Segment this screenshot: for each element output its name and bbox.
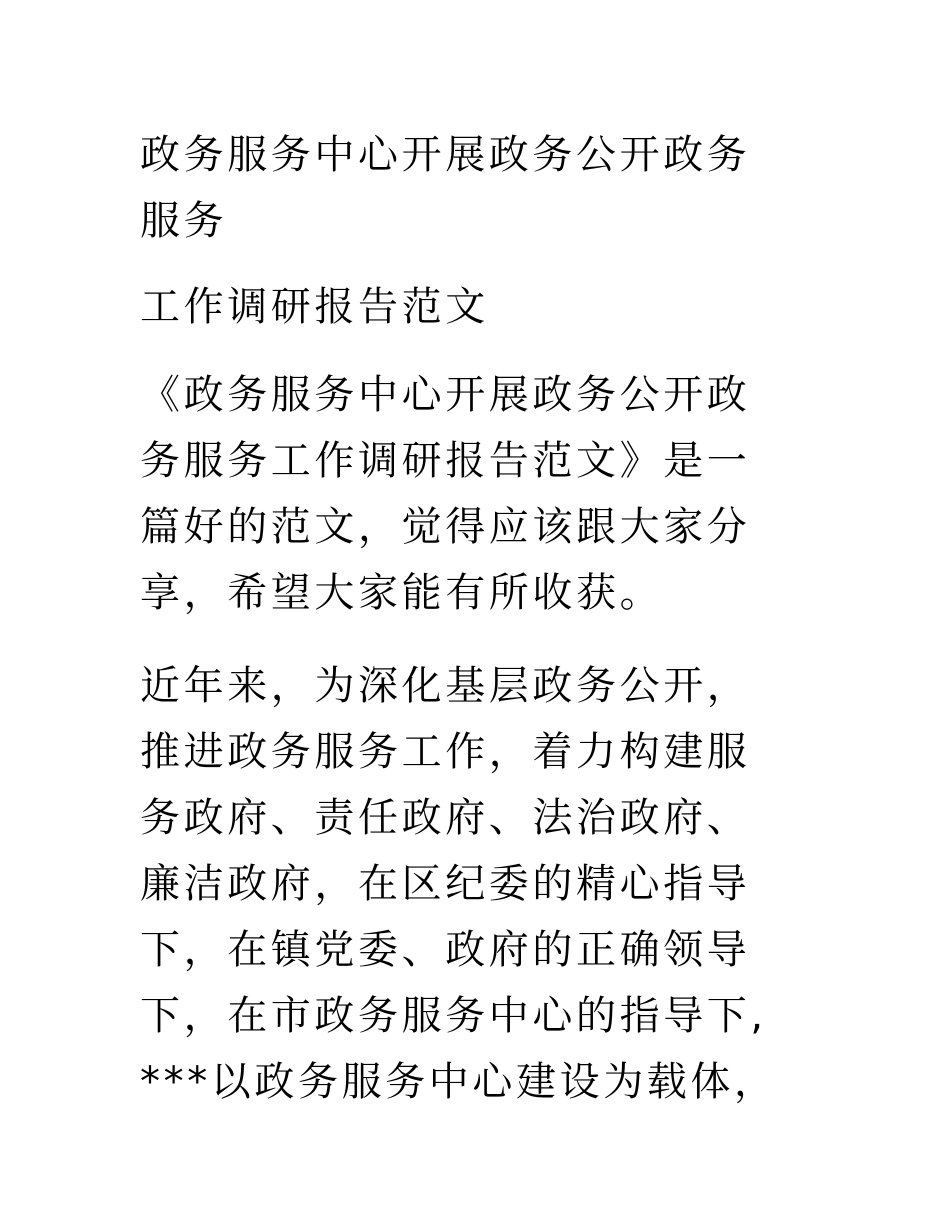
body-line-7: ***以政务服务中心建设为载体， [140, 1059, 778, 1105]
intro-line-1: 《政务服务中心开展政务公开政 [140, 372, 751, 418]
body-line-3: 务政府、责任政府、法治政府、 [140, 795, 751, 841]
body-line-1: 近年来，为深化基层政务公开， [140, 663, 751, 709]
intro-line-2: 务服务工作调研报告范文》是一 [140, 438, 751, 484]
title-line-1: 政务服务中心开展政务公开政务 [140, 132, 751, 178]
body-line-4: 廉洁政府，在区纪委的精心指导 [140, 861, 751, 907]
intro-line-4: 享，希望大家能有所收获。 [140, 570, 664, 616]
body-line-5: 下，在镇党委、政府的正确领导 [140, 927, 751, 973]
body-paragraph [140, 653, 830, 1115]
subtitle-line: 工作调研报告范文 [140, 284, 489, 330]
body-line-6: 下，在市政务服务中心的指导下, [140, 993, 767, 1039]
intro-paragraph [140, 362, 830, 626]
document-subtitle [140, 274, 830, 340]
body-line-2: 推进政务服务工作，着力构建服 [140, 729, 751, 775]
document-title [140, 122, 830, 254]
title-line-2: 服务 [140, 198, 228, 244]
intro-line-3: 篇好的范文，觉得应该跟大家分 [140, 504, 751, 550]
